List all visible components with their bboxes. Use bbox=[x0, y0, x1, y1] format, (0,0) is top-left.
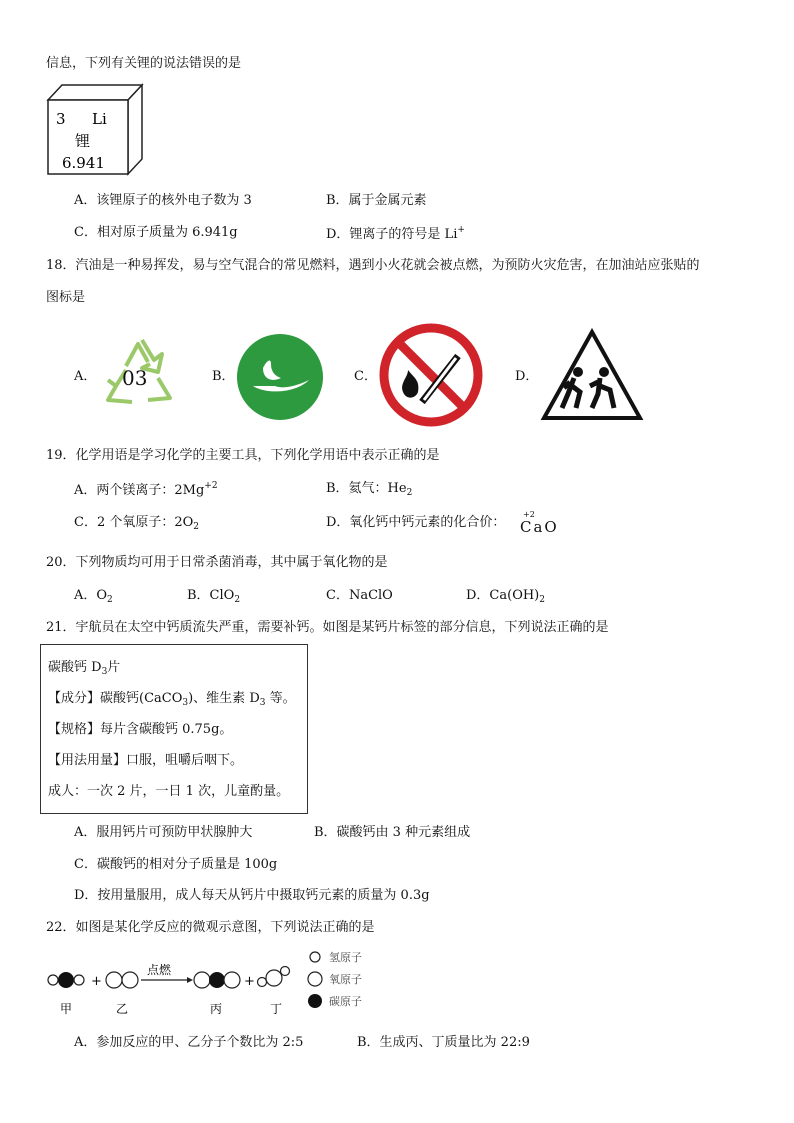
q19-option-d[interactable]: D．氧化钙中钙元素的化合价： bbox=[326, 515, 506, 530]
cube-mass: 6.941 bbox=[62, 154, 105, 172]
legend-carbon: 碳原子 bbox=[329, 995, 362, 1008]
q20-stem: 20．下列物质均可用于日常杀菌消毒，其中属于氧化物的是 bbox=[46, 555, 388, 570]
q22-option-b[interactable]: B．生成丙、丁质量比为 22:9 bbox=[357, 1035, 530, 1050]
q21-option-d[interactable]: D．按用量服用，成人每天从钙片中摄取钙元素的质量为 0.3g bbox=[74, 888, 430, 903]
q17-option-a[interactable]: A．该锂原子的核外电子数为 3 bbox=[74, 193, 252, 208]
product-2-name: 丁 bbox=[270, 1002, 283, 1016]
q20-option-b[interactable]: B．ClO$_2$ bbox=[187, 588, 241, 605]
q17-option-c[interactable]: C．相对原子质量为 6.941g bbox=[74, 225, 238, 240]
product-1-name: 丙 bbox=[210, 1002, 223, 1016]
q17-option-b[interactable]: B．属于金属元素 bbox=[326, 193, 427, 208]
q21-option-b[interactable]: B．碳酸钙由 3 种元素组成 bbox=[314, 825, 471, 840]
q19-option-b[interactable]: B．氦气：$He_2$ bbox=[326, 481, 413, 498]
q19-option-a[interactable]: A．两个镁离子：$2Mg^{+2}$ bbox=[74, 481, 218, 498]
reactant-2-name: 乙 bbox=[116, 1002, 129, 1016]
no-smoking-fire-icon[interactable] bbox=[378, 322, 484, 428]
svg-text:+: + bbox=[244, 974, 255, 989]
legend-hydrogen: 氢原子 bbox=[329, 951, 362, 964]
label-title: 碳酸钙 $D_3$片 bbox=[48, 660, 121, 677]
lithium-element-cube bbox=[44, 82, 146, 178]
cube-atomic-number: 3 bbox=[56, 110, 66, 128]
q18-label-d[interactable]: D． bbox=[515, 369, 539, 384]
q20-option-c[interactable]: C．NaClO bbox=[326, 588, 393, 603]
cube-name: 锂 bbox=[75, 132, 91, 150]
label-spec: 【规格】每片含碳酸钙 0.75g。 bbox=[48, 722, 233, 737]
q19-stem: 19．化学用语是学习化学的主要工具，下列化学用语中表示正确的是 bbox=[46, 448, 440, 463]
label-ingredients: 【成分】碳酸钙(CaCO$_3$)、维生素 $D_3$ 等。 bbox=[48, 691, 296, 708]
q18-label-b[interactable]: B． bbox=[212, 369, 235, 384]
water-saving-icon[interactable] bbox=[235, 332, 325, 422]
children-crossing-warning-icon[interactable] bbox=[540, 328, 644, 422]
label-adult-dose: 成人：一次 2 片，一日 1 次，儿童酌量。 bbox=[48, 784, 290, 799]
reactant-1-name: 甲 bbox=[60, 1002, 73, 1016]
q18-label-c[interactable]: C． bbox=[354, 369, 377, 384]
cube-symbol: Li bbox=[92, 110, 107, 128]
svg-text:+: + bbox=[91, 974, 102, 989]
q17-intro: 信息，下列有关锂的说法错误的是 bbox=[46, 56, 242, 71]
label-usage: 【用法用量】口服，咀嚼后咽下。 bbox=[48, 753, 244, 768]
q22-stem: 22．如图是某化学反应的微观示意图，下列说法正确的是 bbox=[46, 920, 375, 935]
q21-option-c[interactable]: C．碳酸钙的相对分子质量是 100g bbox=[74, 857, 278, 872]
q22-option-a[interactable]: A．参加反应的甲、乙分子个数比为 2:5 bbox=[74, 1035, 304, 1050]
q19-option-c[interactable]: C．2 个氧原子：$2O_2$ bbox=[74, 515, 200, 532]
recycle-icon[interactable] bbox=[96, 330, 184, 418]
q18-label-a[interactable]: A． bbox=[74, 369, 97, 384]
q20-option-a[interactable]: A．$O_2$ bbox=[74, 588, 113, 605]
recycle-number: 03 bbox=[122, 366, 148, 390]
legend-oxygen: 氧原子 bbox=[329, 973, 362, 986]
q19-option-d-formula: CaO bbox=[520, 518, 559, 536]
q21-stem: 21．宇航员在太空中钙质流失严重，需要补钙。如图是某钙片标签的部分信息，下列说法正确的是 bbox=[46, 620, 609, 635]
reaction-condition: 点燃 bbox=[147, 963, 172, 977]
q17-option-d[interactable]: D．锂离子的符号是 Li+ bbox=[326, 225, 465, 242]
reaction-diagram bbox=[44, 948, 384, 1018]
q21-option-a[interactable]: A．服用钙片可预防甲状腺肿大 bbox=[74, 825, 253, 840]
q20-option-d[interactable]: D．$Ca(OH)_2$ bbox=[466, 588, 545, 605]
q19-option-d-valence: +2 bbox=[523, 510, 535, 519]
q18-stem-line2: 图标是 bbox=[46, 290, 86, 305]
q18-stem-line1: 18．汽油是一种易挥发，易与空气混合的常见燃料，遇到小火花就会被点燃，为预防火灾危害，在加油站应张贴的 bbox=[46, 258, 700, 273]
